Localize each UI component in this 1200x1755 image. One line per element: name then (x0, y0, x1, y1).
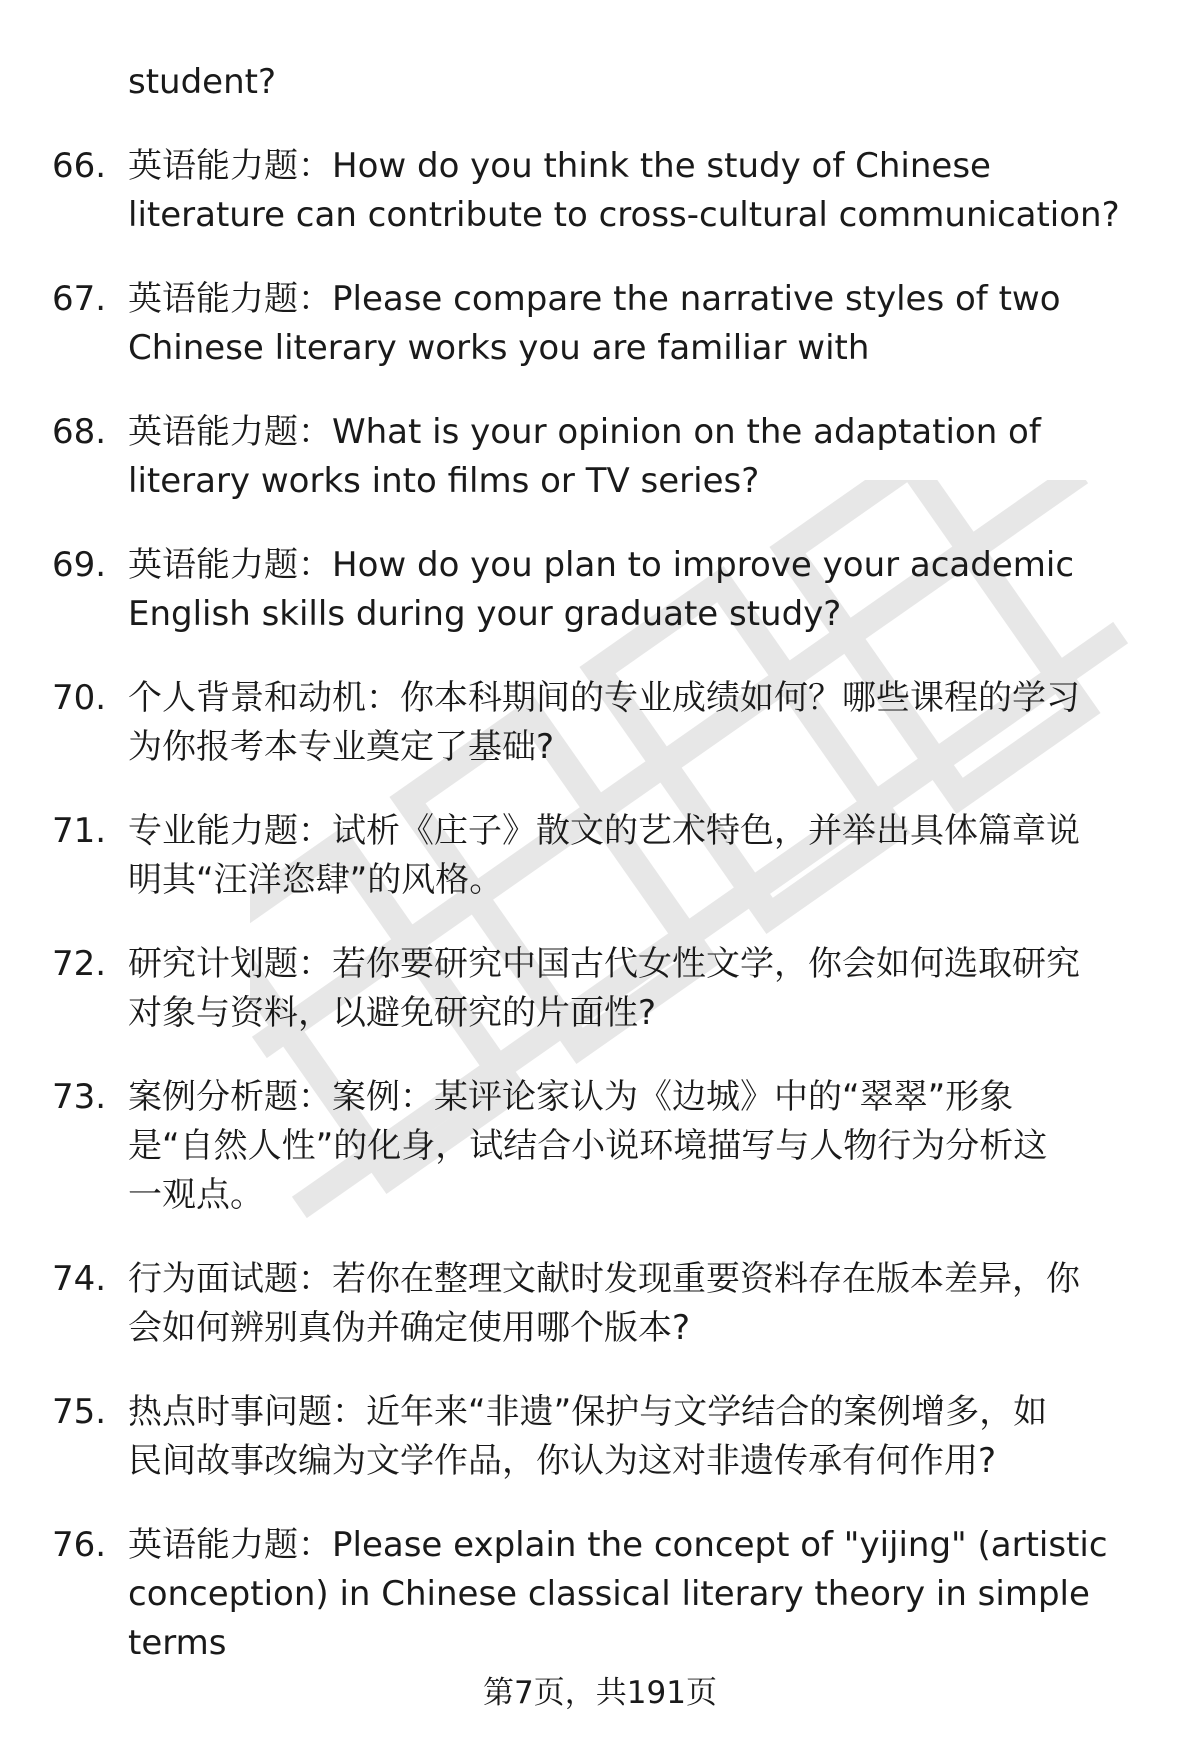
question-number: 73. (52, 1077, 107, 1117)
question-list (0, 58, 1200, 1668)
question-text-line: 英语能力题：Please compare the narrative styles of two (128, 279, 1061, 319)
question-text-line: 英语能力题：How do you think the study of Chinese (128, 146, 991, 186)
question-number: 74. (52, 1259, 107, 1299)
question-text-line: 行为面试题：若你在整理文献时发现重要资料存在版本差异，你 (128, 1259, 1080, 1299)
question-item-67 (0, 275, 1200, 373)
question-number: 70. (52, 678, 107, 718)
question-text-line: 案例分析题：案例：某评论家认为《边城》中的“翠翠”形象 (128, 1077, 1014, 1117)
question-item-66 (0, 142, 1200, 240)
page-number-footer: 第7页，共191页 (483, 1675, 717, 1711)
question-number: 76. (52, 1525, 107, 1565)
question-text-line: 一观点。 (128, 1175, 264, 1215)
question-text-line: 英语能力题：How do you plan to improve your academic (128, 545, 1075, 585)
question-item-73 (0, 1073, 1200, 1220)
question-number: 71. (52, 811, 107, 851)
question-text-line: 民间故事改编为文学作品，你认为这对非遗传承有何作用? (128, 1441, 997, 1481)
question-number: 68. (52, 412, 107, 452)
question-text-line: 专业能力题：试析《庄子》散文的艺术特色，并举出具体篇章说 (128, 811, 1080, 851)
question-text-line: terms (128, 1623, 227, 1663)
question-text-line: 英语能力题：What is your opinion on the adaptation of (128, 412, 1041, 452)
question-item-76 (0, 1521, 1200, 1668)
question-text-line: 英语能力题：Please explain the concept of "yijing" (artistic (128, 1525, 1108, 1565)
question-text-line: 是“自然人性”的化身，试结合小说环境描写与人物行为分析这 (128, 1126, 1048, 1166)
question-text-line: conception) in Chinese classical literary theory in simple (128, 1574, 1090, 1614)
question-text-line: literary works into films or TV series? (128, 461, 760, 501)
question-text-line: 研究计划题：若你要研究中国古代女性文学，你会如何选取研究 (128, 944, 1080, 984)
question-text-line: 个人背景和动机：你本科期间的专业成绩如何？哪些课程的学习 (128, 678, 1080, 718)
continuation-line: student? (128, 62, 277, 102)
question-text-line: literature can contribute to cross-cultural communication? (128, 195, 1120, 235)
question-text-line: English skills during your graduate study? (128, 594, 842, 634)
question-number: 72. (52, 944, 107, 984)
question-text-line: Chinese literary works you are familiar with (128, 328, 870, 368)
question-number: 69. (52, 545, 107, 585)
question-item-74 (0, 1255, 1200, 1353)
question-text-line: 明其“汪洋恣肆”的风格。 (128, 860, 504, 900)
question-item-69 (0, 541, 1200, 639)
question-text-line: 为你报考本专业奠定了基础? (128, 727, 555, 767)
question-item-68 (0, 408, 1200, 506)
question-item-71 (0, 807, 1200, 905)
question-text-line: 热点时事问题：近年来“非遗”保护与文学结合的案例增多，如 (128, 1392, 1048, 1432)
question-number: 66. (52, 146, 107, 186)
question-item-72 (0, 940, 1200, 1038)
question-text-line: 会如何辨别真伪并确定使用哪个版本? (128, 1308, 691, 1348)
question-number: 75. (52, 1392, 107, 1432)
question-item-70 (0, 674, 1200, 772)
question-text-line: 对象与资料，以避免研究的片面性? (128, 993, 657, 1033)
question-item-75 (0, 1388, 1200, 1486)
question-number: 67. (52, 279, 107, 319)
